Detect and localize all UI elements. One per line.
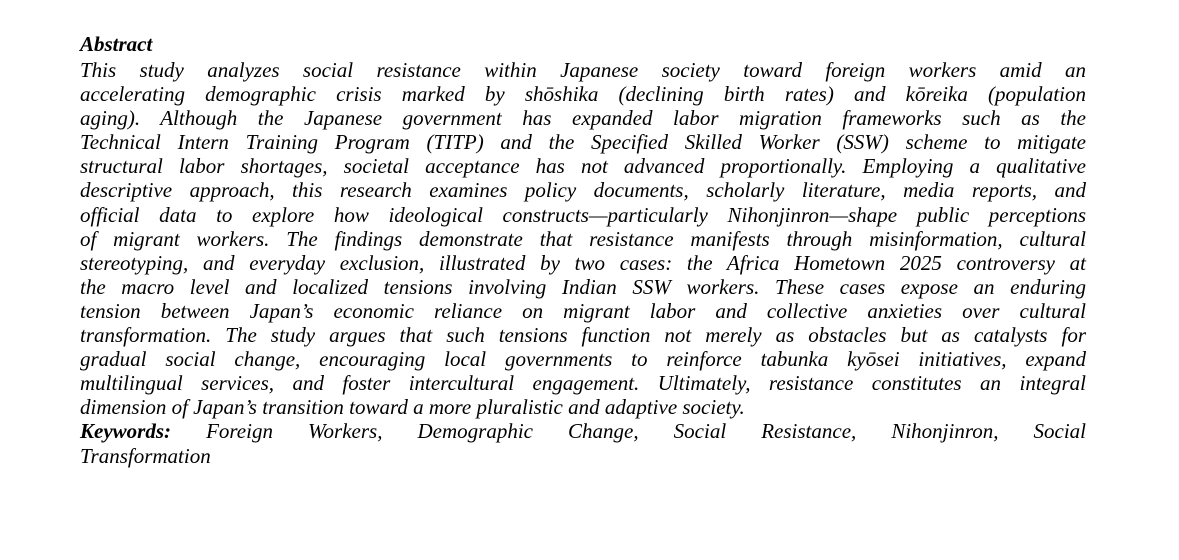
abstract-line: official data to explore how ideological constructs—particularly Nihonjinron—shape public perceptions bbox=[80, 202, 1086, 227]
abstract-line: of migrant workers. The findings demonstrate that resistance manifests through misinformation, cultural bbox=[80, 226, 1086, 251]
abstract-line: the macro level and localized tensions involving Indian SSW workers. These cases expose an enduring bbox=[80, 274, 1086, 299]
abstract-line: This study analyzes social resistance within Japanese society toward foreign workers amid an bbox=[80, 58, 1086, 82]
keywords-line-continued: Transformation bbox=[80, 443, 211, 468]
abstract-body bbox=[80, 58, 1086, 419]
abstract-line: stereotyping, and everyday exclusion, illustrated by two cases: the Africa Hometown 2025 controversy at bbox=[80, 250, 1086, 275]
abstract-line: gradual social change, encouraging local governments to reinforce tabunka kyōsei initiatives, expand bbox=[80, 347, 1086, 372]
abstract-line: multilingual services, and foster intercultural engagement. Ultimately, resistance constitutes an integral bbox=[80, 371, 1086, 396]
abstract-line: accelerating demographic crisis marked by shōshika (declining birth rates) and kōreika (population bbox=[80, 82, 1086, 107]
abstract-line: dimension of Japan’s transition toward a more pluralistic and adaptive society. bbox=[80, 395, 745, 420]
abstract-heading: Abstract bbox=[80, 32, 153, 56]
abstract-line: Technical Intern Training Program (TITP) and the Specified Skilled Worker (SSW) scheme to mitigate bbox=[80, 130, 1086, 155]
keywords-list: Foreign Workers, Demographic Change, Social Resistance, Nihonjinron, Social bbox=[206, 419, 1087, 444]
abstract-line: tension between Japan’s economic reliance on migrant labor and collective anxieties over cultural bbox=[80, 298, 1086, 323]
abstract-line: descriptive approach, this research examines policy documents, scholarly literature, media reports, and bbox=[80, 178, 1086, 203]
keywords-label: Keywords: bbox=[80, 419, 171, 444]
keywords-section bbox=[80, 419, 1086, 467]
abstract-line: aging). Although the Japanese government has expanded labor migration frameworks such as the bbox=[80, 106, 1086, 131]
abstract-section bbox=[80, 30, 1086, 468]
abstract-line: transformation. The study argues that such tensions function not merely as obstacles but as catalysts for bbox=[80, 323, 1086, 348]
abstract-line: structural labor shortages, societal acceptance has not advanced proportionally. Employing a qualitative bbox=[80, 154, 1086, 179]
keywords-line bbox=[80, 419, 1086, 443]
